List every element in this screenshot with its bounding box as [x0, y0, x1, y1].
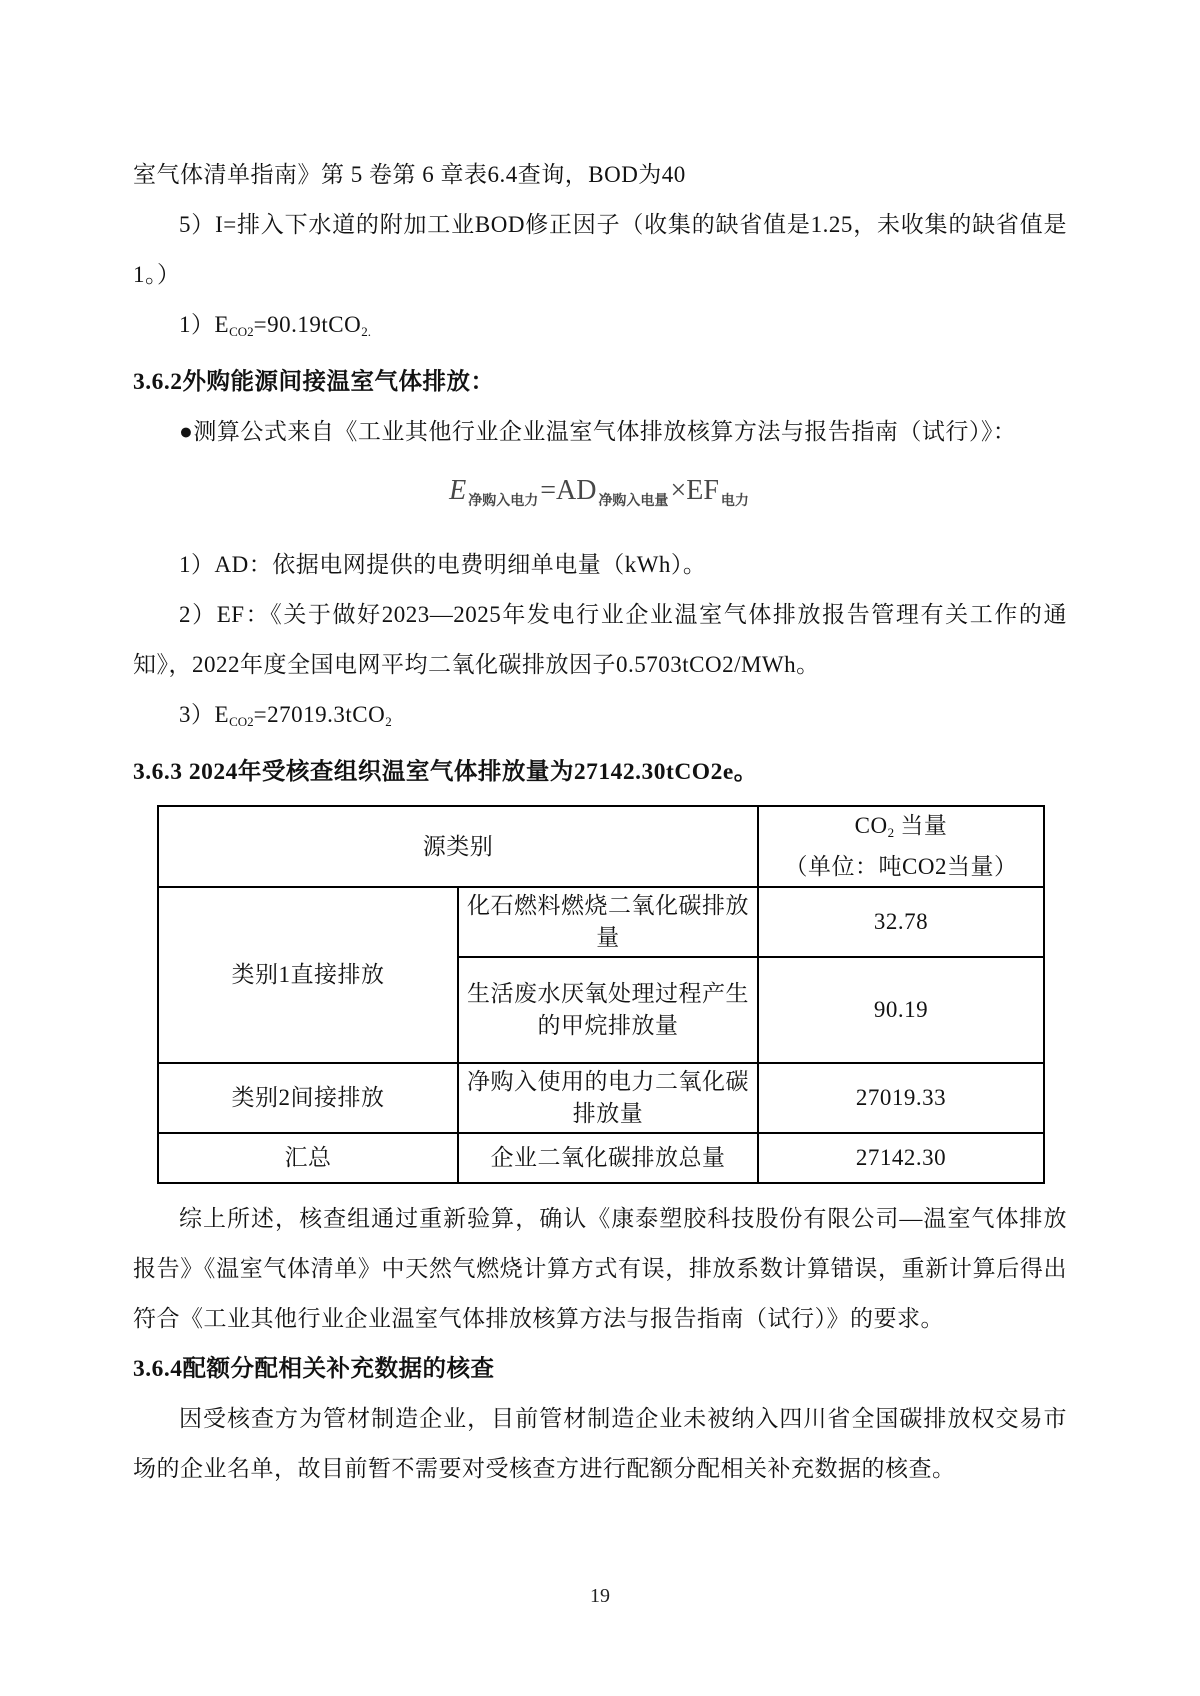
paragraph-item5-bod-factor: 5）I=排入下水道的附加工业BOD修正因子（收集的缺省值是1.25，未收集的缺省值是1。） — [133, 212, 1067, 287]
paragraph-formula-source: ●测算公式来自《工业其他行业企业温室气体排放核算方法与报告指南（试行）》： — [179, 419, 1017, 444]
formula-e-subscript: 净购入电力 — [468, 494, 539, 509]
header-co2-equivalent — [758, 806, 1044, 887]
eco2-subscript: CO2 — [229, 324, 254, 339]
electricity-emission-formula — [449, 475, 751, 510]
cell-category-indirect: 类别2间接排放 — [158, 1063, 458, 1133]
table-row — [158, 1063, 1044, 1133]
cell-category-direct: 类别1直接排放 — [158, 887, 458, 1063]
cell-source-total: 企业二氧化碳排放总量 — [458, 1133, 758, 1183]
cell-source-fossil-fuel: 化石燃料燃烧二氧化碳排放量 — [458, 887, 758, 957]
cell-source-purchased-electricity: 净购入使用的电力二氧化碳排放量 — [458, 1063, 758, 1133]
eco2-value: =27019.3tCO — [253, 702, 386, 727]
header-source-category: 源类别 — [158, 806, 758, 887]
eco2-prefix: 1）E — [179, 312, 230, 337]
content-area — [133, 150, 1067, 1494]
emissions-table — [157, 805, 1045, 1184]
eco2-prefix: 3）E — [179, 702, 230, 727]
cell-value-fossil-fuel: 32.78 — [758, 887, 1044, 957]
formula-ef-subscript: 电力 — [720, 494, 749, 509]
paragraph-eco2-wastewater — [133, 300, 1067, 357]
eco2-subscript: CO2 — [229, 714, 254, 729]
paragraph-continuation: 室气体清单指南》第 5 卷第 6 章表6.4查询，BOD为40 — [133, 162, 686, 187]
cell-category-total: 汇总 — [158, 1133, 458, 1183]
formula-equals-ad: =AD — [540, 475, 597, 506]
formula-image — [133, 475, 1067, 510]
paragraph-ad-definition: 1）AD：依据电网提供的电费明细单电量（kWh）。 — [179, 552, 707, 577]
formula-ad-subscript: 净购入电量 — [598, 494, 669, 509]
equivalent-text: 当量 — [894, 813, 948, 838]
cell-value-purchased-electricity: 27019.33 — [758, 1063, 1044, 1133]
eco2-unit-subscript: 2 — [385, 714, 392, 729]
co2-unit-line: （单位：吨CO2当量） — [784, 854, 1018, 879]
table-header-row — [158, 806, 1044, 887]
table-row — [158, 887, 1044, 957]
paragraph-quota-allocation: 因受核查方为管材制造企业，目前管材制造企业未被纳入四川省全国碳排放权交易市场的企业名单，故目前暂不需要对受核查方进行配额分配相关补充数据的核查。 — [133, 1406, 1067, 1481]
co2-text: CO — [854, 813, 888, 838]
table-row — [158, 1133, 1044, 1183]
cell-source-wastewater-methane: 生活废水厌氧处理过程产生的甲烷排放量 — [458, 957, 758, 1063]
cell-value-wastewater-methane: 90.19 — [758, 957, 1044, 1063]
formula-e: E — [449, 475, 467, 506]
eco2-value: =90.19tCO — [253, 312, 362, 337]
co2-subscript: 2 — [887, 825, 895, 840]
paragraph-conclusion: 综上所述，核查组通过重新验算，确认《康泰塑胶科技股份有限公司—温室气体排放报告》《温室气体清单》中天然气燃烧计算方式有误，排放系数计算错误，重新计算后得出符合《工业其他行业企业温室气体排放核算方法与报告指南（试行）》的要求。 — [133, 1206, 1067, 1331]
formula-times-ef: ×EF — [670, 475, 719, 506]
heading-3-6-4: 3.6.4配额分配相关补充数据的核查 — [133, 1356, 495, 1382]
heading-3-6-2: 3.6.2外购能源间接温室气体排放： — [133, 369, 495, 395]
heading-3-6-3: 3.6.3 2024年受核查组织温室气体排放量为27142.30tCO2e。 — [133, 759, 758, 785]
page-number: 19 — [590, 1585, 610, 1607]
paragraph-ef-definition: 2）EF：《关于做好2023—2025年发电行业企业温室气体排放报告管理有关工作的通知》，2022年度全国电网平均二氧化碳排放因子0.5703tCO2/MWh。 — [133, 602, 1067, 677]
eco2-unit-subscript: 2. — [361, 324, 371, 339]
cell-value-total: 27142.30 — [758, 1133, 1044, 1183]
paragraph-eco2-electricity — [133, 690, 1067, 747]
